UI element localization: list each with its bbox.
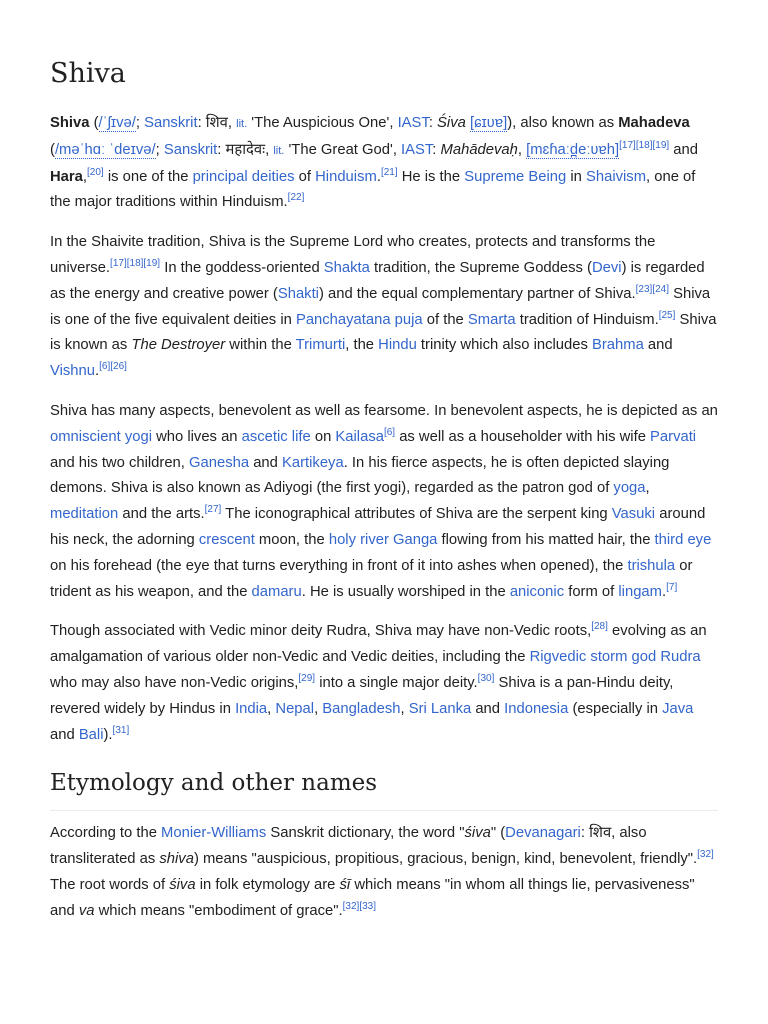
citation-link[interactable]: [23][24] [635,283,669,295]
link-crescent[interactable]: crescent [198,531,255,548]
text: ; [135,115,145,131]
section-etymology [50,768,718,924]
text: Shiva is one of the five equivalent deities in [50,285,711,328]
text: is one of the [103,168,193,185]
link-sanskrit[interactable]: Sanskrit [144,115,198,131]
link-bangladesh[interactable]: Bangladesh [322,700,401,717]
text: who lives an [151,428,242,445]
text: within the [225,337,296,354]
bold-term: Mahadeva [618,115,690,131]
link-trishula[interactable]: trishula [627,557,676,574]
link-java[interactable]: Java [662,700,694,717]
italic-term: Śiva [437,115,466,131]
text: , the [345,337,379,354]
text: and [50,726,79,743]
link-sanskrit[interactable]: Sanskrit [163,141,218,158]
link-supreme-being[interactable]: Supreme Being [464,168,567,185]
text: in [566,168,586,185]
citation-link[interactable]: [22] [287,192,305,204]
italic-term: śī [339,876,351,893]
link-kartikeya[interactable]: Kartikeya [282,454,344,471]
text: ) is regarded as the energy and creative power ( [50,259,705,302]
text: of the [422,311,468,328]
bold-term: Hara [50,168,83,185]
text: on [310,428,336,445]
text: trinity which also includes [416,337,592,354]
text: 'The Great God', [284,141,402,158]
text: : महादेवः, [217,141,274,158]
text: around his neck, the adorning [50,506,706,548]
text: . He is usually worshiped in the [301,583,510,600]
citation-link[interactable]: [30] [477,673,495,685]
italic-term: shiva [159,851,194,868]
text: The root words of [50,876,170,893]
text: or trident as his weapon, and the [50,557,693,600]
text: which means "embodiment of grace". [94,902,343,919]
link-india[interactable]: India [235,700,268,717]
citation-link[interactable]: [20] [87,166,104,178]
link-indonesia[interactable]: Indonesia [504,700,569,717]
text: Sanskrit dictionary, the word " [266,825,465,842]
link-bali[interactable]: Bali [78,726,104,743]
text: Shiva has many aspects, benevolent as well as fearsome. In benevolent aspects, he is depicted as an [50,402,718,419]
link-shakti[interactable]: Shakti [277,285,319,302]
citation-link[interactable]: [17][18][19] [619,139,670,151]
text: , [314,700,323,717]
citation-link[interactable]: [21] [380,166,398,178]
link-rigvedic-rudra[interactable]: Rigvedic storm god Rudra [529,649,701,666]
link-meditation[interactable]: meditation [50,506,119,523]
body-paragraph [50,821,718,924]
text: into a single major deity. [315,674,478,691]
pronunciation-link[interactable]: [ɕɪʋɐ] [469,115,508,131]
text: . [376,168,381,185]
text: : [428,115,438,131]
text: and [643,337,673,354]
text: : शिव, also transliterated as [50,825,647,868]
citation-link[interactable]: [6][26] [99,361,127,373]
text: evolving as an amalgamation of various older non-Vedic and Vedic deities, including the [50,623,707,666]
link-devanagari[interactable]: Devanagari [505,825,581,842]
text: , one of the major traditions within Hinduism. [50,168,696,211]
citation-link[interactable]: [28] [591,621,608,633]
text: and [249,454,282,471]
text: Shiva is known as [50,311,717,354]
text: Though associated with Vedic minor deity Rudra, Shiva may have non-Vedic roots, [50,623,592,640]
pronunciation-link[interactable]: /ˈʃɪvə/ [98,115,136,131]
body-paragraph [50,230,718,385]
text: tradition, the Supreme Goddess ( [369,259,592,276]
link-smarta[interactable]: Smarta [467,311,516,328]
text: as well as a householder with his wife [395,428,651,445]
link-iast[interactable]: IAST [401,141,433,158]
citation-link[interactable]: [6] [383,426,396,438]
citation-link[interactable]: [27] [204,504,222,516]
text: on his forehead (the eye that turns everything in front of it into ashes when opened), the [50,557,628,574]
text: moon, the [254,531,329,548]
link-panchayatana-puja[interactable]: Panchayatana puja [295,311,423,328]
section-heading: Etymology and other names [50,768,718,811]
citation-link[interactable]: [31] [112,724,130,736]
link-shakta[interactable]: Shakta [323,259,370,276]
text: and the arts. [118,506,205,523]
text: : [432,141,441,158]
text: : शिव, [197,115,237,131]
text: Shiva is a pan-Hindu deity, revered widely by Hindus in [50,674,674,717]
link-parvati[interactable]: Parvati [650,428,697,445]
italic-term: śiva [464,825,491,842]
text: 'The Auspicious One', [247,115,398,131]
pronunciation-link[interactable]: [mɛɦaːd̪eːʋɐh] [526,141,620,158]
text: and [471,700,505,717]
italic-term: va [78,902,95,919]
link-nepal[interactable]: Nepal [275,700,315,717]
page-title: Shiva [50,58,126,89]
link-yoga[interactable]: yoga [613,480,646,497]
text: According to the [50,825,162,842]
text: In the Shaivite tradition, Shiva is the Supreme Lord who creates, protects and transforms the universe. [50,234,656,276]
text: flowing from his matted hair, the [437,531,655,548]
text: ; [155,141,164,158]
link-kailasa[interactable]: Kailasa [335,428,384,445]
link-ganesha[interactable]: Ganesha [189,454,250,471]
link-trimurti[interactable]: Trimurti [295,337,346,354]
text: , [400,700,409,717]
bold-term: Shiva [50,115,90,131]
text: , [267,700,276,717]
link-sri-lanka[interactable]: Sri Lanka [408,700,472,717]
link-devi[interactable]: Devi [591,259,622,276]
italic-term: śiva [169,876,196,893]
link-third-eye[interactable]: third eye [654,531,712,548]
link-shaivism[interactable]: Shaivism [586,168,647,185]
link-lit[interactable]: lit. [236,118,248,130]
text: . [661,583,667,600]
text: , [517,141,527,158]
citation-link[interactable]: [17][18][19] [110,258,161,270]
text: , [82,168,88,185]
text: , [645,480,650,497]
link-hindu[interactable]: Hindu [378,337,417,354]
text: ) means "auspicious, propitious, gracious, benign, kind, benevolent, friendly". [193,851,698,868]
pronunciation-link[interactable]: /məˈhɑː ˈdeɪvə/ [54,141,156,158]
text: ) and the equal complementary partner of Shiva. [318,285,636,302]
text: ), also known as [507,115,619,131]
italic-term: The Destroyer [131,337,226,354]
text: " ( [490,825,506,842]
link-omniscient-yogi[interactable]: omniscient yogi [50,428,152,445]
link-vishnu[interactable]: Vishnu [50,363,95,380]
link-holy-river-ganga[interactable]: holy river Ganga [328,531,438,548]
text: ). [103,726,113,743]
text: form of [564,583,619,600]
link-lingam[interactable]: lingam [618,583,662,600]
text: tradition of Hinduism. [515,311,659,328]
text: . [94,363,100,380]
text: (especially in [568,700,663,717]
text: of [294,168,316,185]
text: . In his fierce aspects, he is often depicted slaying demons. Shiva is also known as Adiyogi (the first yogi), regarded as the patron god of [50,454,670,497]
link-damaru[interactable]: damaru [251,583,302,600]
text: In the goddess-oriented [160,259,324,276]
link-hinduism[interactable]: Hinduism [315,168,377,185]
text: The iconographical attributes of Shiva are the serpent king [221,506,612,523]
text: who may also have non-Vedic origins, [50,674,299,691]
body-paragraph [50,619,718,748]
italic-term: Mahādevaḥ [440,141,518,158]
lead-paragraph [50,111,718,216]
text: and his two children, [50,454,190,471]
link-vasuki[interactable]: Vasuki [611,506,656,523]
citation-link[interactable]: [32] [697,849,714,861]
link-lit[interactable]: lit. [273,144,285,157]
citation-link[interactable]: [25] [658,309,676,321]
body-paragraph [50,399,718,605]
text: ( [50,141,55,158]
link-brahma[interactable]: Brahma [591,337,644,354]
text: ( [89,115,99,131]
link-ascetic-life[interactable]: ascetic life [241,428,311,445]
text: which means "in whom all things lie, pervasiveness" and [50,876,695,919]
text: and [669,141,698,158]
text: He is the [397,168,465,185]
text: in folk etymology are [195,876,340,893]
link-principal-deities[interactable]: principal deities [192,168,295,185]
link-iast[interactable]: IAST [397,115,429,131]
citation-link[interactable]: [32][33] [342,900,377,912]
citation-link[interactable]: [7] [666,581,678,593]
link-monier-williams[interactable]: Monier-Williams [161,825,267,842]
citation-link[interactable]: [29] [298,673,316,685]
link-aniconic[interactable]: aniconic [509,583,565,600]
